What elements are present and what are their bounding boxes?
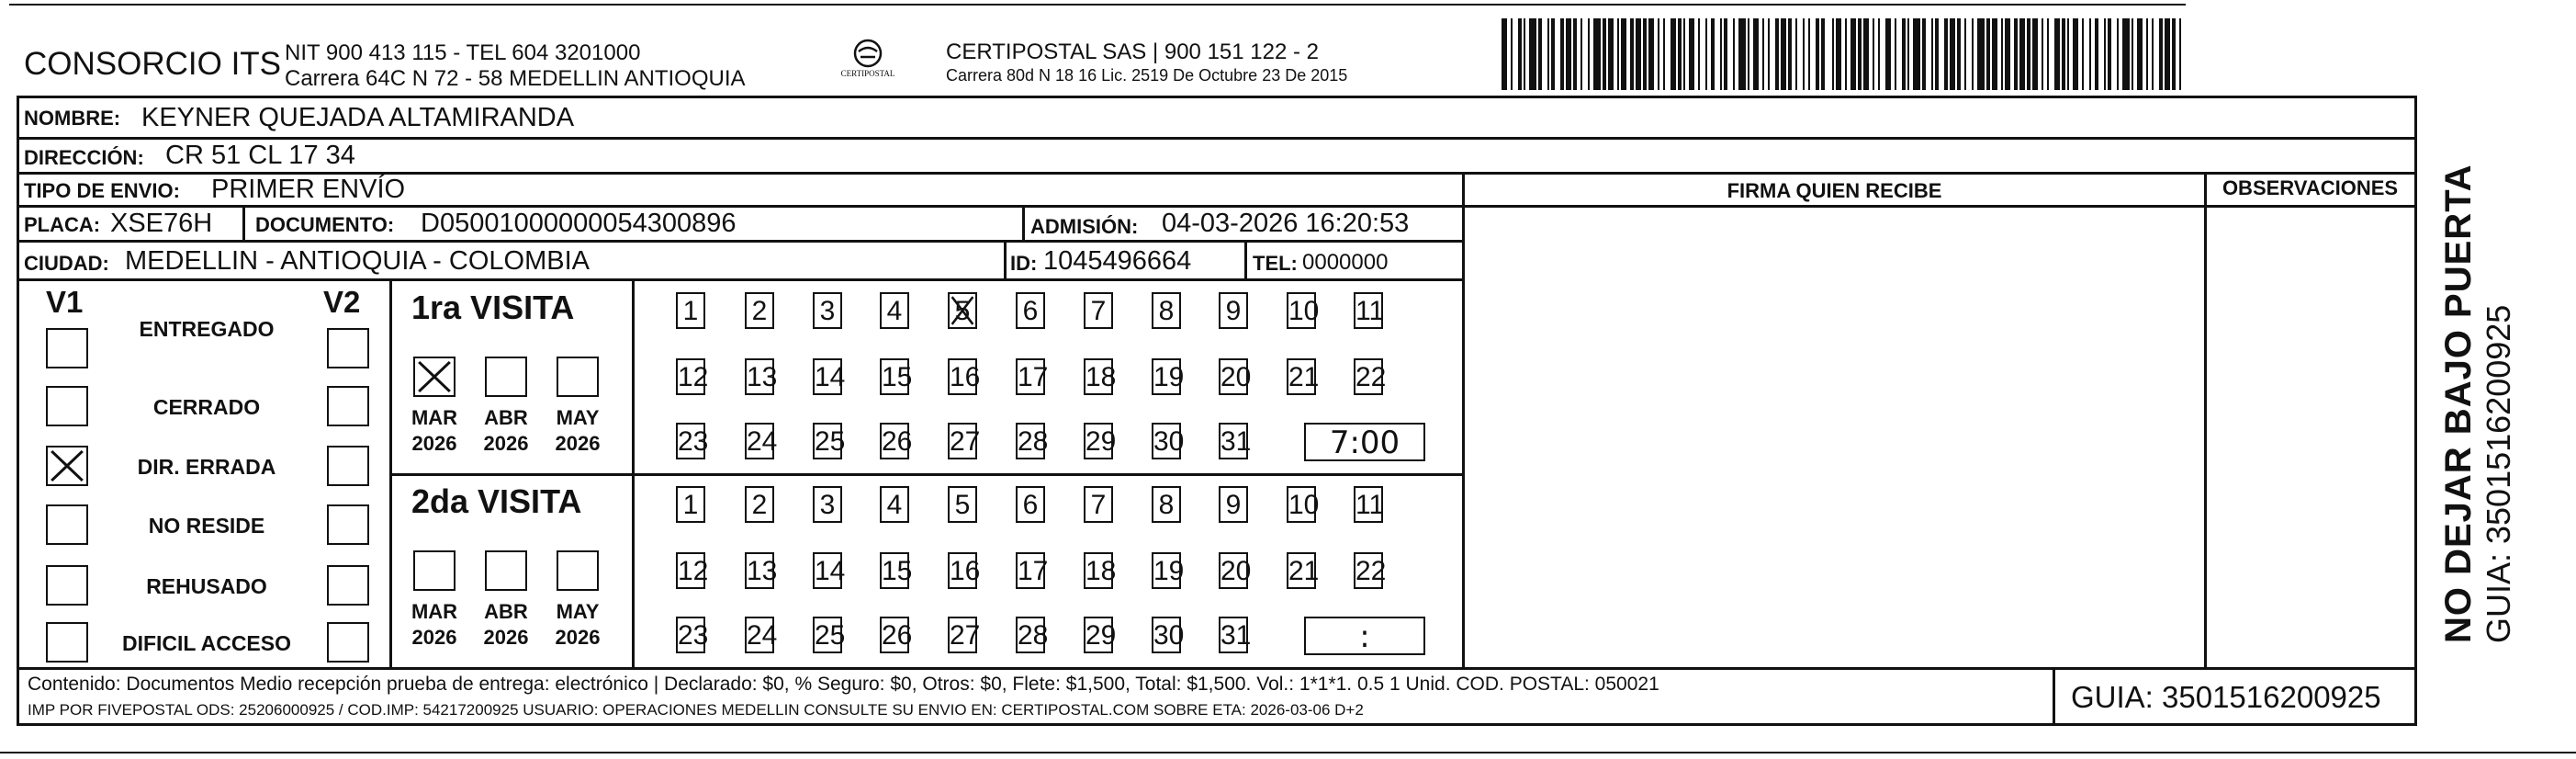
- v2-checkbox[interactable]: [327, 504, 369, 545]
- day-number: 20: [1221, 556, 1252, 586]
- day-box[interactable]: [676, 552, 709, 589]
- day-box[interactable]: [1084, 358, 1117, 395]
- day-number: 6: [1022, 490, 1039, 520]
- day-number: 5: [954, 490, 971, 520]
- day-box[interactable]: [813, 552, 846, 589]
- placa-divider: [242, 206, 245, 241]
- status-label: REHUSADO: [146, 574, 267, 598]
- day-box[interactable]: [1084, 423, 1117, 459]
- side-text: [2438, 129, 2518, 643]
- row-divider: [17, 137, 2417, 140]
- month-label: ABR: [484, 406, 528, 429]
- no-dejar-bajo-puerta: NO DEJAR BAJO PUERTA: [2438, 164, 2479, 643]
- day-number: 27: [950, 426, 981, 457]
- month-checkbox[interactable]: [557, 357, 599, 397]
- day-number: 23: [678, 620, 709, 651]
- day-box[interactable]: [813, 358, 846, 395]
- day-number: 7: [1090, 296, 1107, 326]
- month-label: MAR: [411, 406, 458, 429]
- admision-value: 04-03-2026 16:20:53: [1162, 209, 1410, 238]
- day-box[interactable]: [880, 423, 913, 459]
- day-box[interactable]: [1152, 617, 1185, 653]
- id-divider: [1004, 242, 1007, 280]
- day-number: 15: [882, 556, 913, 586]
- footer-line2: IMP POR FIVEPOSTAL ODS: 25206000925 / COD.IMP: 54217200925 USUARIO: OPERACIONES MEDELLIN CONSULTE SU ENVIO EN: CERTIPOSTAL.COM SOBRE ETA: 2026-03-06 D+2: [28, 701, 1364, 719]
- day-box[interactable]: [1016, 552, 1049, 589]
- day-box[interactable]: [1354, 552, 1387, 589]
- v2-checkbox[interactable]: [327, 446, 369, 486]
- day-box[interactable]: [948, 486, 977, 523]
- company-nit-tel: NIT 900 413 115 - TEL 604 3201000: [285, 40, 641, 65]
- day-number: 23: [678, 426, 709, 457]
- day-box[interactable]: [1287, 292, 1320, 329]
- day-number: 2: [751, 296, 768, 326]
- month-checkbox[interactable]: [485, 357, 527, 397]
- v1-label: V1: [46, 285, 84, 319]
- day-box[interactable]: [1219, 423, 1252, 459]
- year-label: 2026: [483, 626, 529, 649]
- day-number: 8: [1158, 490, 1175, 520]
- day-number: 22: [1355, 556, 1387, 586]
- row-divider: [17, 205, 2417, 208]
- direccion-label: DIRECCIÓN:: [24, 146, 144, 169]
- v2-checkbox[interactable]: [327, 328, 369, 368]
- status-label: ENTREGADO: [139, 317, 275, 341]
- day-number: 18: [1086, 556, 1117, 586]
- day-box[interactable]: [676, 292, 705, 329]
- day-number: 16: [950, 362, 981, 392]
- barcode: [1502, 18, 2181, 90]
- day-box[interactable]: [1354, 358, 1387, 395]
- firma-header: FIRMA QUIEN RECIBE: [1727, 179, 1942, 202]
- placa-label: PLACA:: [24, 213, 101, 236]
- year-label: 2026: [411, 432, 457, 455]
- nombre-value: KEYNER QUEJADA ALTAMIRANDA: [141, 103, 575, 132]
- v1-checkbox[interactable]: [46, 328, 88, 368]
- day-box[interactable]: [676, 423, 709, 459]
- status-label: CERRADO: [152, 395, 261, 419]
- month-day-divider: [632, 279, 635, 668]
- year-label: 2026: [555, 432, 601, 455]
- day-number: 10: [1288, 490, 1320, 520]
- year-label: 2026: [555, 626, 601, 649]
- day-number: 13: [747, 362, 778, 392]
- day-number: 10: [1288, 296, 1320, 326]
- day-box[interactable]: [948, 292, 977, 329]
- day-box[interactable]: [1084, 486, 1113, 523]
- day-box[interactable]: [1152, 486, 1181, 523]
- year-label: 2026: [411, 626, 457, 649]
- day-number: 25: [815, 620, 846, 651]
- day-number: 8: [1158, 296, 1175, 326]
- day-number: 20: [1221, 362, 1252, 392]
- id-label: ID:: [1010, 252, 1038, 275]
- day-number: 5: [954, 296, 971, 326]
- day-number: 7: [1090, 490, 1107, 520]
- day-box[interactable]: [1287, 358, 1320, 395]
- month-label: MAR: [411, 600, 458, 623]
- day-box[interactable]: [676, 617, 709, 653]
- footer-guia-divider: [2053, 668, 2055, 725]
- day-box[interactable]: [1016, 423, 1049, 459]
- day-number: 4: [886, 296, 903, 326]
- month-checkbox[interactable]: [413, 357, 456, 397]
- day-number: 11: [1355, 490, 1385, 520]
- day-box[interactable]: [676, 358, 709, 395]
- company-name: CONSORCIO ITS: [24, 46, 282, 82]
- time-value: :: [1359, 618, 1370, 655]
- tipo-label: TIPO DE ENVIO:: [24, 179, 180, 202]
- day-number: 22: [1355, 362, 1387, 392]
- day-number: 18: [1086, 362, 1117, 392]
- direccion-value: CR 51 CL 17 34: [165, 141, 355, 170]
- day-number: 29: [1086, 620, 1117, 651]
- top-border: [9, 4, 2186, 6]
- visit-title: 2da VISITA: [411, 482, 582, 520]
- tel-label: TEL:: [1253, 252, 1298, 275]
- day-box[interactable]: [1219, 292, 1248, 329]
- day-number: 1: [682, 296, 699, 326]
- day-box[interactable]: [880, 617, 913, 653]
- day-box[interactable]: [1152, 292, 1181, 329]
- tipo-value: PRIMER ENVÍO: [211, 175, 406, 204]
- day-number: 12: [678, 556, 709, 586]
- day-box[interactable]: [1354, 292, 1383, 329]
- day-box[interactable]: [1354, 486, 1383, 523]
- day-box[interactable]: [1016, 486, 1045, 523]
- day-number: 17: [1018, 362, 1049, 392]
- firma-left-border: [1462, 172, 1465, 668]
- day-number: 19: [1153, 556, 1185, 586]
- day-number: 13: [747, 556, 778, 586]
- day-number: 3: [819, 296, 836, 326]
- day-box[interactable]: [813, 486, 842, 523]
- day-box[interactable]: [880, 358, 913, 395]
- v1-checkbox[interactable]: [46, 504, 88, 545]
- documento-divider: [1022, 206, 1025, 241]
- day-box[interactable]: [1084, 617, 1117, 653]
- day-box[interactable]: [745, 617, 778, 653]
- side-guia: GUIA: 3501516200925: [2480, 304, 2517, 643]
- nombre-label: NOMBRE:: [24, 107, 121, 130]
- status-label: DIFICIL ACCESO: [121, 631, 291, 655]
- month-checkbox[interactable]: [413, 550, 456, 591]
- day-box[interactable]: [1084, 552, 1117, 589]
- day-box[interactable]: [1219, 358, 1252, 395]
- id-value: 1045496664: [1043, 246, 1192, 276]
- documento-label: DOCUMENTO:: [255, 213, 395, 236]
- day-number: 30: [1153, 620, 1185, 651]
- time-box[interactable]: [1304, 423, 1425, 461]
- footer-divider: [17, 667, 2417, 670]
- observaciones-header: OBSERVACIONES: [2222, 176, 2399, 199]
- day-number: 30: [1153, 426, 1185, 457]
- day-box[interactable]: [1152, 552, 1185, 589]
- day-number: 9: [1225, 490, 1242, 520]
- day-number: 14: [815, 362, 846, 392]
- visit-divider: [391, 473, 1464, 476]
- day-number: 31: [1221, 426, 1252, 457]
- day-number: 24: [747, 426, 778, 457]
- day-box[interactable]: [813, 423, 846, 459]
- month-label: ABR: [484, 600, 528, 623]
- day-box[interactable]: [1219, 617, 1252, 653]
- day-check-mark: [950, 294, 975, 327]
- day-box[interactable]: [880, 292, 909, 329]
- day-number: 1: [682, 490, 699, 520]
- day-box[interactable]: [1016, 292, 1045, 329]
- day-box[interactable]: [948, 423, 981, 459]
- time-box[interactable]: [1304, 617, 1425, 655]
- ciudad-label: CIUDAD:: [24, 252, 109, 275]
- ciudad-value: MEDELLIN - ANTIOQUIA - COLOMBIA: [125, 246, 590, 276]
- v2-checkbox[interactable]: [327, 386, 369, 426]
- v1-checkbox[interactable]: [46, 622, 88, 663]
- v2-label: V2: [323, 285, 361, 319]
- day-box[interactable]: [745, 358, 778, 395]
- day-number: 26: [882, 426, 913, 457]
- obs-left-border: [2204, 172, 2207, 668]
- day-box[interactable]: [948, 358, 981, 395]
- month-checkbox[interactable]: [557, 550, 599, 591]
- logo-text: CERTIPOSTAL: [840, 69, 895, 78]
- company-address: Carrera 64C N 72 - 58 MEDELLIN ANTIOQUIA: [285, 66, 746, 91]
- day-box[interactable]: [745, 552, 778, 589]
- placa-value: XSE76H: [110, 209, 213, 238]
- year-label: 2026: [483, 432, 529, 455]
- v1-checkbox[interactable]: [46, 386, 88, 426]
- day-box[interactable]: [1287, 552, 1320, 589]
- day-number: 28: [1018, 620, 1049, 651]
- day-number: 17: [1018, 556, 1049, 586]
- status-label: DIR. ERRADA: [137, 455, 276, 479]
- day-box[interactable]: [1219, 552, 1252, 589]
- month-label: MAY: [556, 600, 600, 623]
- day-number: 9: [1225, 296, 1242, 326]
- v1-checkbox[interactable]: [46, 446, 88, 486]
- visit-title: 1ra VISITA: [411, 289, 575, 326]
- certipostal-logo: [817, 39, 918, 86]
- day-number: 6: [1022, 296, 1039, 326]
- day-box[interactable]: [1152, 358, 1185, 395]
- day-box[interactable]: [948, 617, 981, 653]
- day-number: 12: [678, 362, 709, 392]
- day-number: 31: [1221, 620, 1252, 651]
- day-box[interactable]: [813, 292, 842, 329]
- day-number: 3: [819, 490, 836, 520]
- day-box[interactable]: [1287, 486, 1320, 523]
- day-box[interactable]: [1016, 358, 1049, 395]
- tel-divider: [1244, 242, 1247, 280]
- time-value: 7:00: [1329, 425, 1400, 461]
- day-number: 25: [815, 426, 846, 457]
- day-number: 19: [1153, 362, 1185, 392]
- day-number: 21: [1288, 556, 1320, 586]
- day-number: 16: [950, 556, 981, 586]
- day-number: 29: [1086, 426, 1117, 457]
- day-number: 24: [747, 620, 778, 651]
- documento-value: D05001000000054300896: [421, 209, 737, 238]
- day-box[interactable]: [1152, 423, 1185, 459]
- v1-checkbox[interactable]: [46, 565, 88, 606]
- day-box[interactable]: [745, 486, 774, 523]
- day-number: 26: [882, 620, 913, 651]
- tel-value: 0000000: [1302, 250, 1389, 275]
- day-box[interactable]: [813, 617, 846, 653]
- certipostal-line2: Carrera 80d N 18 16 Lic. 2519 De Octubre 23 De 2015: [946, 66, 1348, 85]
- certipostal-line1: CERTIPOSTAL SAS | 900 151 122 - 2: [946, 40, 1319, 64]
- month-checkbox[interactable]: [485, 550, 527, 591]
- day-box[interactable]: [1016, 617, 1049, 653]
- day-box[interactable]: [1084, 292, 1113, 329]
- day-box[interactable]: [948, 552, 981, 589]
- v2-checkbox[interactable]: [327, 622, 369, 663]
- day-number: 4: [886, 490, 903, 520]
- day-number: 15: [882, 362, 913, 392]
- day-number: 14: [815, 556, 846, 586]
- day-number: 28: [1018, 426, 1049, 457]
- day-number: 2: [751, 490, 768, 520]
- footer-line1: Contenido: Documentos Medio recepción prueba de entrega: electrónico | Declarado: $0, % Seguro: $0, Otros: $0, Flete: $1,500, Total: $1,500. Vol.: 1*1*1. 0.5 1 Unid. COD. POSTAL: 050021: [28, 674, 1659, 695]
- day-box[interactable]: [880, 552, 913, 589]
- admision-label: ADMISIÓN:: [1030, 215, 1139, 238]
- day-number: 27: [950, 620, 981, 651]
- day-box[interactable]: [745, 423, 778, 459]
- status-label: NO RESIDE: [148, 514, 265, 538]
- day-box[interactable]: [1219, 486, 1248, 523]
- month-label: MAY: [556, 406, 600, 429]
- day-box[interactable]: [880, 486, 909, 523]
- day-number: 21: [1288, 362, 1320, 392]
- bottom-cut-line: [0, 752, 2576, 753]
- day-box[interactable]: [676, 486, 705, 523]
- day-box[interactable]: [745, 292, 774, 329]
- v2-checkbox[interactable]: [327, 565, 369, 606]
- day-number: 11: [1355, 296, 1385, 326]
- footer-guia: GUIA: 3501516200925: [2071, 680, 2381, 714]
